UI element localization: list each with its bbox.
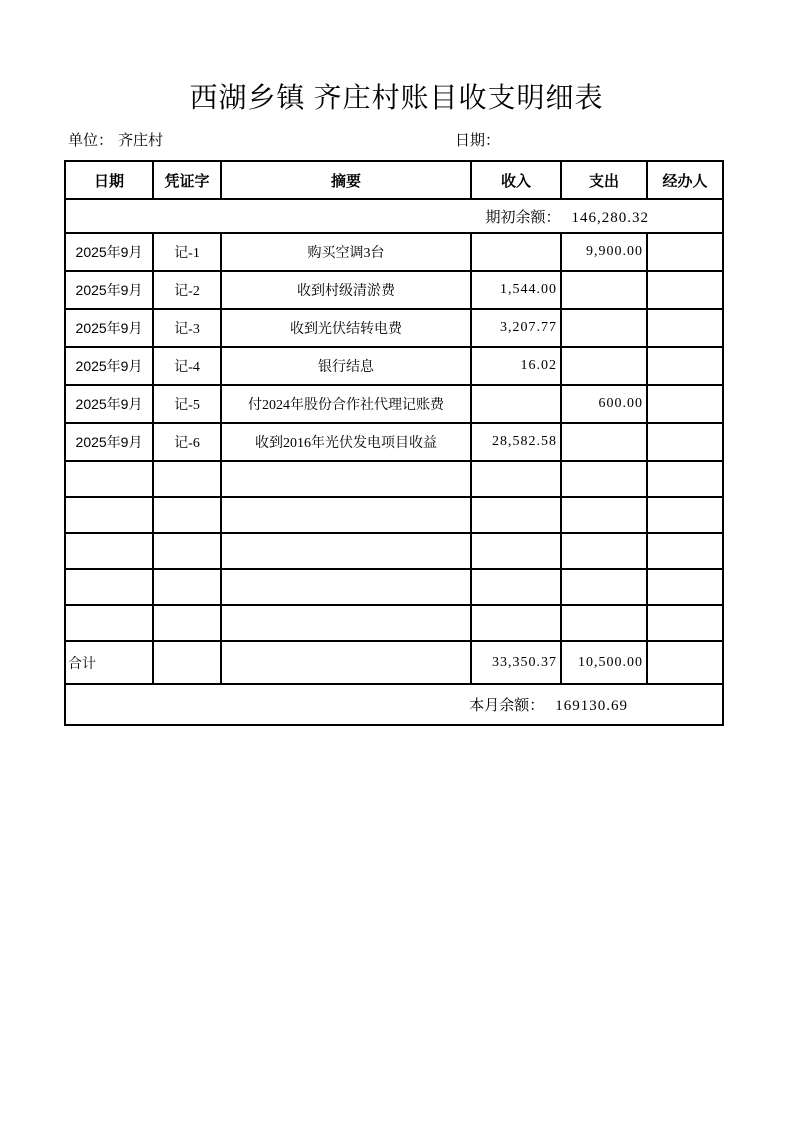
date-cell: [65, 533, 153, 569]
table-row: [65, 533, 723, 569]
expense-cell: [561, 533, 647, 569]
summary-cell: 银行结息: [221, 347, 471, 385]
handler-cell: [647, 385, 723, 423]
summary-cell: 收到村级清淤费: [221, 271, 471, 309]
header-cell-date: 日期: [65, 161, 153, 199]
voucher-cell: 记-3: [153, 309, 221, 347]
date-cell: [65, 497, 153, 533]
expense-cell: [561, 423, 647, 461]
income-cell: 1,544.00: [471, 271, 561, 309]
header-row: [65, 161, 723, 199]
expense-cell: [561, 309, 647, 347]
page-title: 西湖乡镇 齐庄村账目收支明细表: [189, 83, 604, 114]
total-income: 33,350.37: [471, 641, 561, 684]
voucher-cell: 记-2: [153, 271, 221, 309]
header-cell-summary: 摘要: [221, 161, 471, 199]
closing-balance-label: 本月余额：: [469, 698, 545, 714]
handler-cell: [647, 605, 723, 641]
date-cell: [65, 461, 153, 497]
expense-cell: [561, 569, 647, 605]
meta-row: [64, 129, 722, 149]
header-cell-handler: 经办人: [647, 161, 723, 199]
table-row: [65, 605, 723, 641]
closing-balance-value: 169130.69: [555, 698, 628, 714]
table-row: [65, 385, 723, 423]
income-cell: [471, 533, 561, 569]
handler-cell: [647, 309, 723, 347]
summary-cell: 付2024年股份合作社代理记账费: [221, 385, 471, 423]
summary-cell: 收到光伏结转电费: [221, 309, 471, 347]
unit-label: 单位：: [68, 133, 114, 149]
summary-cell: [221, 533, 471, 569]
income-cell: [471, 569, 561, 605]
income-cell: [471, 233, 561, 271]
handler-cell: [647, 461, 723, 497]
opening-balance-value: 146,280.32: [571, 209, 649, 226]
header-cell-income: 收入: [471, 161, 561, 199]
total-summary-cell: [221, 641, 471, 684]
date-cell: 2025年9月: [65, 385, 153, 423]
handler-cell: [647, 497, 723, 533]
summary-cell: [221, 497, 471, 533]
income-cell: 28,582.58: [471, 423, 561, 461]
handler-cell: [647, 233, 723, 271]
income-cell: [471, 497, 561, 533]
table-row: [65, 309, 723, 347]
table-row: [65, 271, 723, 309]
date-cell: 2025年9月: [65, 271, 153, 309]
summary-cell: 购买空调3台: [221, 233, 471, 271]
summary-cell: [221, 605, 471, 641]
opening-balance-cell: [65, 199, 723, 233]
total-row: [65, 641, 723, 684]
voucher-cell: [153, 461, 221, 497]
date-cell: [65, 569, 153, 605]
date-cell: [65, 605, 153, 641]
voucher-cell: 记-4: [153, 347, 221, 385]
total-label: 合计: [65, 641, 153, 684]
expense-cell: [561, 497, 647, 533]
opening-balance-row: [65, 199, 723, 233]
income-cell: 3,207.77: [471, 309, 561, 347]
table-row: [65, 347, 723, 385]
income-cell: 16.02: [471, 347, 561, 385]
summary-cell: [221, 569, 471, 605]
expense-cell: [561, 271, 647, 309]
voucher-cell: [153, 569, 221, 605]
voucher-cell: [153, 533, 221, 569]
expense-cell: [561, 347, 647, 385]
date-cell: 2025年9月: [65, 309, 153, 347]
account-table: [64, 160, 724, 726]
table-row: [65, 461, 723, 497]
income-cell: [471, 385, 561, 423]
total-handler-cell: [647, 641, 723, 684]
closing-balance-row: [65, 684, 723, 725]
handler-cell: [647, 533, 723, 569]
date-label: 日期：: [455, 133, 501, 149]
total-expense: 10,500.00: [561, 641, 647, 684]
voucher-cell: 记-1: [153, 233, 221, 271]
income-cell: [471, 605, 561, 641]
voucher-cell: [153, 497, 221, 533]
total-voucher-cell: [153, 641, 221, 684]
closing-balance-cell: [65, 684, 723, 725]
header-cell-expense: 支出: [561, 161, 647, 199]
expense-cell: [561, 605, 647, 641]
date-cell: 2025年9月: [65, 233, 153, 271]
handler-cell: [647, 423, 723, 461]
date-cell: 2025年9月: [65, 423, 153, 461]
income-cell: [471, 461, 561, 497]
handler-cell: [647, 569, 723, 605]
unit-value: 齐庄村: [118, 133, 164, 149]
table-row: [65, 233, 723, 271]
voucher-cell: [153, 605, 221, 641]
table-row: [65, 569, 723, 605]
handler-cell: [647, 271, 723, 309]
date-cell: 2025年9月: [65, 347, 153, 385]
expense-cell: 9,900.00: [561, 233, 647, 271]
expense-cell: 600.00: [561, 385, 647, 423]
header-cell-voucher: 凭证字: [153, 161, 221, 199]
expense-cell: [561, 461, 647, 497]
voucher-cell: 记-6: [153, 423, 221, 461]
table-row: [65, 497, 723, 533]
table-row: [65, 423, 723, 461]
summary-cell: 收到2016年光伏发电项目收益: [221, 423, 471, 461]
table-body: [65, 199, 723, 725]
handler-cell: [647, 347, 723, 385]
summary-cell: [221, 461, 471, 497]
voucher-cell: 记-5: [153, 385, 221, 423]
opening-balance-label: 期初余额：: [485, 209, 561, 226]
